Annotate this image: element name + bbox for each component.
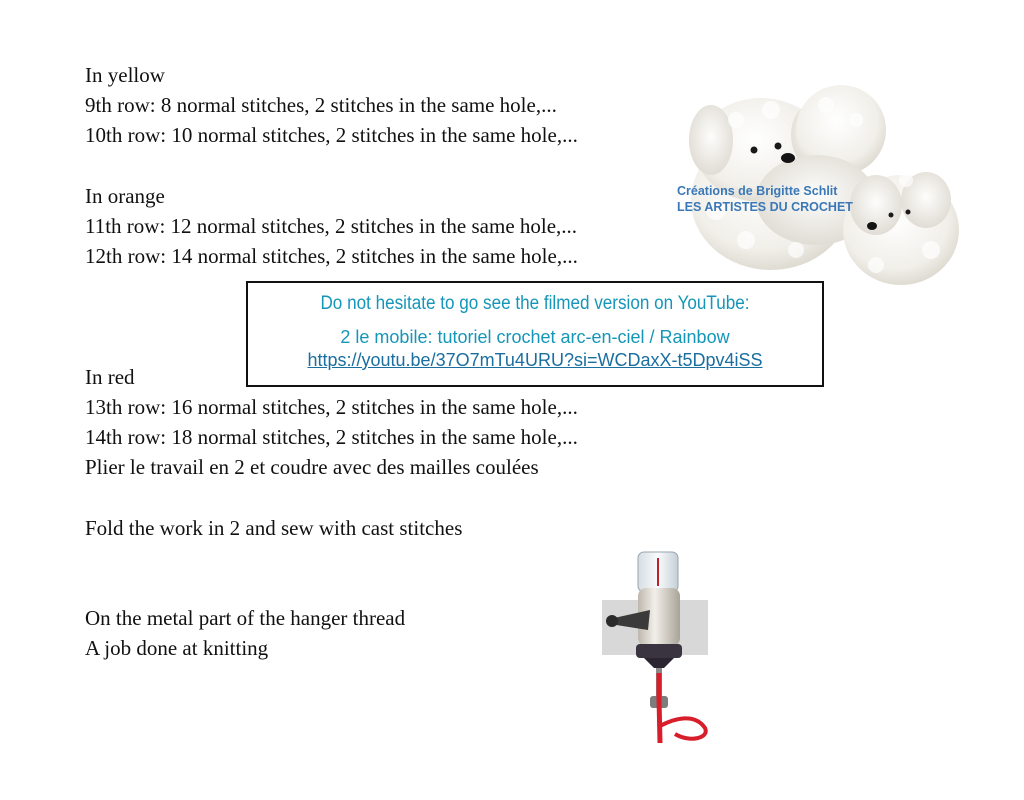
heading-red: In red xyxy=(85,365,135,389)
youtube-heading: Do not hesitate to go see the filmed version on YouTube: xyxy=(320,293,750,314)
youtube-callout-box xyxy=(246,281,824,387)
watermark-brand: LES ARTISTES DU CROCHET xyxy=(677,200,853,214)
fold-instruction: Fold the work in 2 and sew with cast stitches xyxy=(85,516,463,540)
row-12-text: 12th row: 14 normal stitches, 2 stitches in the same hole,... xyxy=(85,244,578,268)
row-11-text: 11th row: 12 normal stitches, 2 stitches in the same hole,... xyxy=(85,214,578,238)
video-title: 2 le mobile: tutoriel crochet arc-en-ciel / Rainbow xyxy=(340,327,730,347)
knitting-mill-photo xyxy=(600,548,712,758)
french-instruction: Plier le travail en 2 et coudre avec des mailles coulées xyxy=(85,455,539,479)
youtube-link[interactable]: https://youtu.be/37O7mTu4URU?si=WCDaxX-t5Dpv4iSS xyxy=(307,350,763,370)
heading-yellow: In yellow xyxy=(85,63,165,87)
knitting-note: A job done at knitting xyxy=(85,636,269,660)
row-10-text: 10th row: 10 normal stitches, 2 stitches in the same hole,... xyxy=(85,123,578,147)
row-13-text: 13th row: 16 normal stitches, 2 stitches in the same hole,... xyxy=(85,395,578,419)
row-14-text: 14th row: 18 normal stitches, 2 stitches in the same hole,... xyxy=(85,425,578,449)
heading-orange: In orange xyxy=(85,184,165,208)
hanger-instruction: On the metal part of the hanger thread xyxy=(85,606,406,630)
row-9-text: 9th row: 8 normal stitches, 2 stitches in the same hole,... xyxy=(85,93,557,117)
watermark-author: Créations de Brigitte Schlit xyxy=(677,184,838,198)
